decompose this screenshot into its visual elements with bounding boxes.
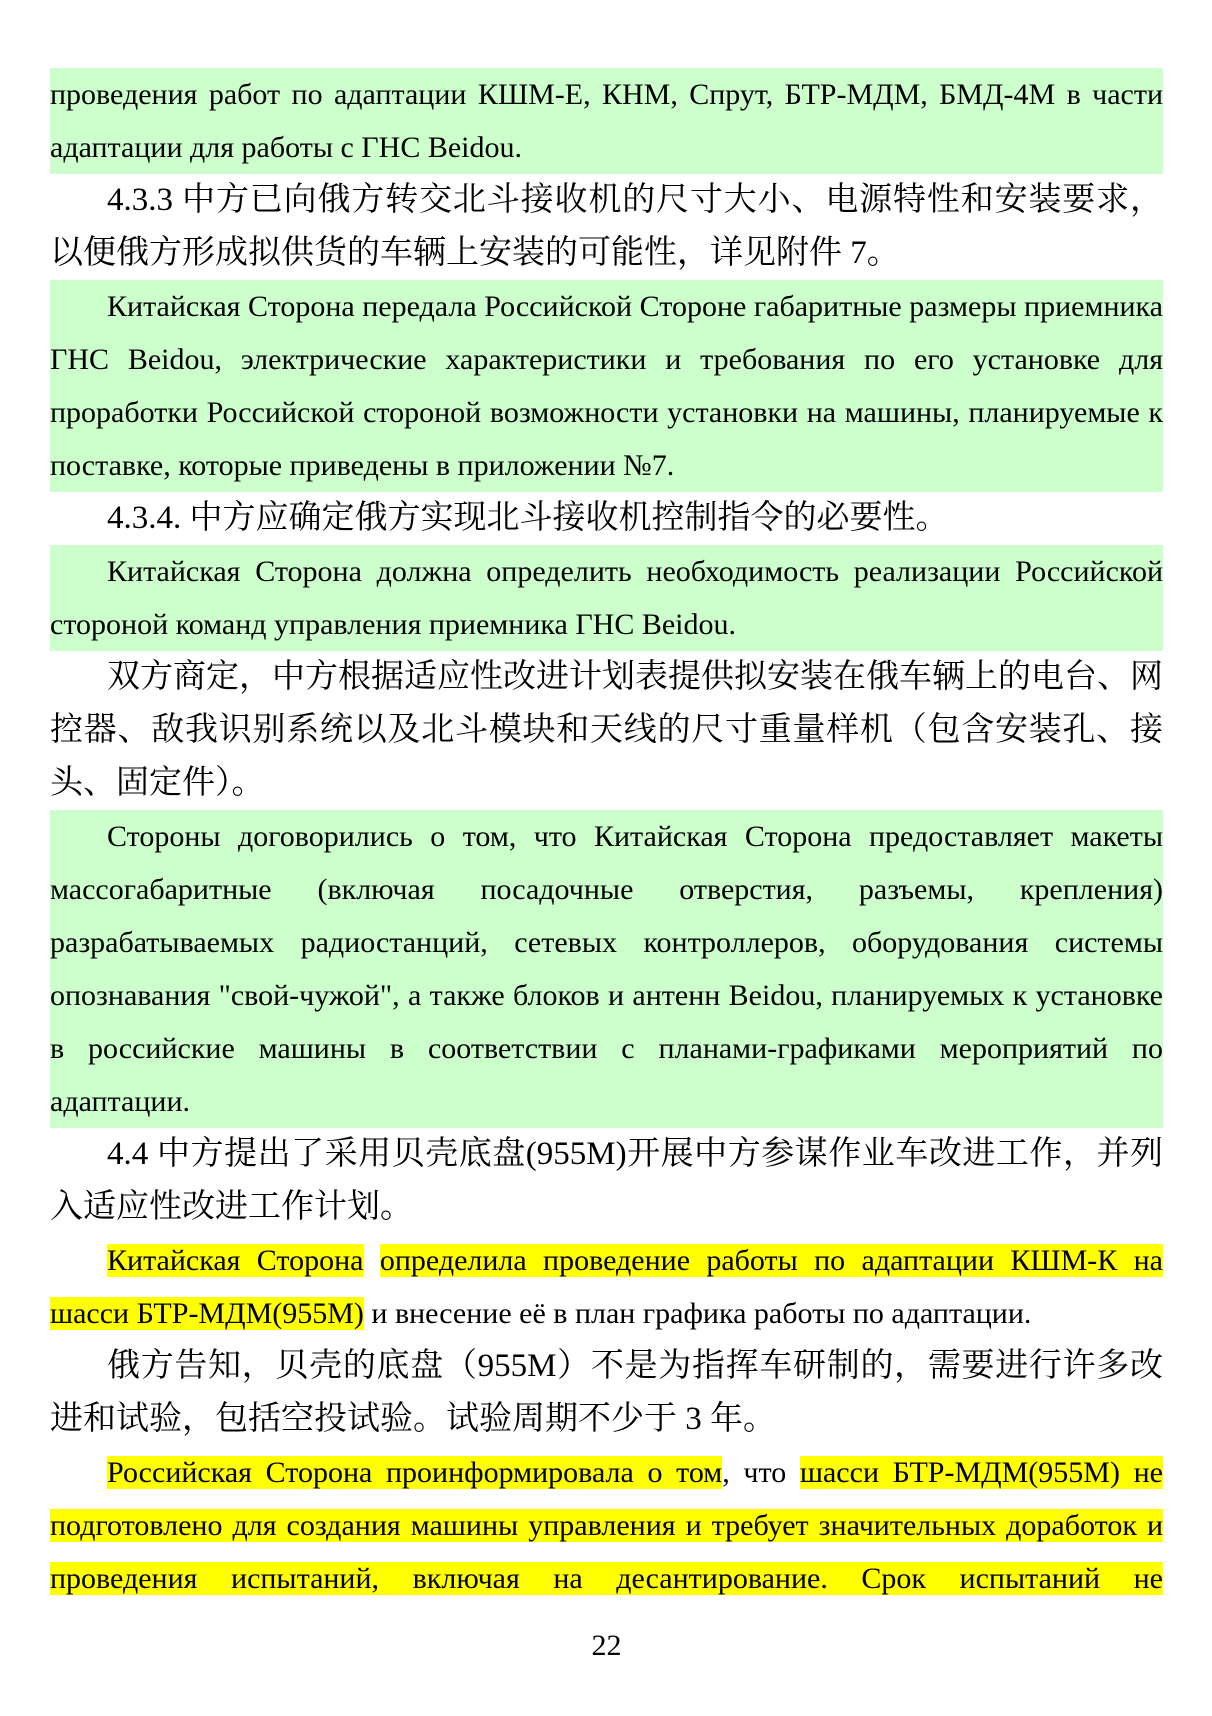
para-green-mockups-provided <box>50 810 1163 1128</box>
highlighted-text-run: шасси БТР-МДМ(955М) не подготовлено для создания машины управления и требует значительных доработок и проведения испытаний, включая на десантирование. Срок испытаний не <box>50 1456 1163 1595</box>
text-run: 俄方告知，贝壳的底盘（955M）不是为指挥车研制的，需要进行许多改进和试验，包括空投试验。试验周期不少于 3 年。 <box>50 1348 1163 1437</box>
highlighted-text-run: Российская Сторона проинформировала о том <box>107 1456 723 1489</box>
para-cn-4-3-4 <box>50 492 1163 545</box>
text-run: 双方商定，中方根据适应性改进计划表提供拟安装在俄车辆上的电台、网控器、敌我识别系统以及北斗模块和天线的尺寸重量样机（包含安装孔、接头、固定件）。 <box>50 659 1163 801</box>
highlighted-text-run: определила проведение работы по адаптации КШМ-К на шасси БТР-МДМ(955М) <box>50 1244 1164 1330</box>
highlighted-text-run: Китайская Сторона <box>107 1244 364 1277</box>
para-cn-chassis-tests <box>50 1340 1163 1446</box>
text-run: Стороны договорились о том, что Китайская Сторона предоставляет макеты массогабаритные (включая посадочные отверстия, разъемы, крепления) разрабатываемых радиостанций, сетевых контроллеров, оборудования системы опознавания "свой-чужой", а также блоков и антенн Beidou, планируемых к установке в российские машины в соответствии с планами-графиками мероприятий по адаптации. <box>50 820 1163 1118</box>
para-green-adaptation-continuation <box>50 68 1163 174</box>
text-run: Китайская Сторона передала Российской Стороне габаритные размеры приемника ГНС Beidou, электрические характеристики и требования по его установке для проработки Российской стороной возможности установки на машины, планируемые к поставке, которые приведены в приложении №7. <box>50 290 1163 482</box>
text-run <box>364 1244 380 1277</box>
text-run: 4.4 中方提出了采用贝壳底盘(955M)开展中方参谋作业车改进工作，并列入适应性改进工作计划。 <box>50 1136 1163 1225</box>
text-run: и внесение её в план графика работы по адаптации. <box>363 1297 1032 1330</box>
para-cn-4-3-3 <box>50 174 1163 280</box>
para-yellow-kshm-k <box>50 1234 1163 1340</box>
text-run: 4.3.4. 中方应确定俄方实现北斗接收机控制指令的必要性。 <box>107 500 949 536</box>
text-run: проведения работ по адаптации КШМ-Е, КНМ, Спрут, БТР-МДМ, БМД-4М в части адаптации для работы с ГНС Beidou. <box>50 78 1163 164</box>
document-body <box>50 68 1163 1672</box>
para-green-receiver-dimensions <box>50 280 1163 492</box>
para-yellow-btr-mdm-not-ready <box>50 1446 1163 1605</box>
page-number: 22 <box>591 1629 622 1662</box>
text-run: , что <box>722 1456 800 1489</box>
para-green-control-commands <box>50 545 1163 651</box>
para-cn-4-4 <box>50 1128 1163 1234</box>
para-cn-agreed-mockups <box>50 651 1163 810</box>
text-run: Китайская Сторона должна определить необходимость реализации Российской стороной команд управления приемника ГНС Beidou. <box>50 555 1163 641</box>
text-run: 4.3.3 中方已向俄方转交北斗接收机的尺寸大小、电源特性和安装要求，以便俄方形成拟供货的车辆上安装的可能性，详见附件 7。 <box>50 182 1163 271</box>
